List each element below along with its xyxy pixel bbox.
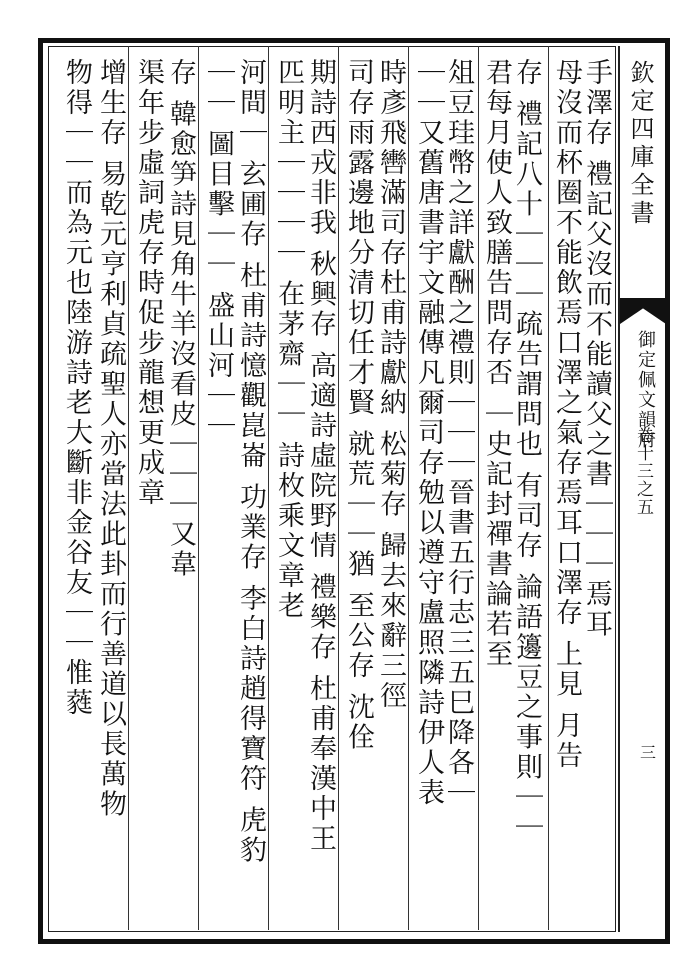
text-column: 增生存 易乾元亨利貞疏聖人亦當法此卦而行善道以長萬物 bbox=[95, 58, 126, 820]
text-column: 存 禮記八十｜｜｜疏告謂問也 有司存 論語籩豆之事則｜｜ bbox=[511, 58, 542, 843]
side-volume: 卷十三之五 bbox=[633, 426, 653, 516]
text-column: 期詩西戎非我 秋興存 高適詩虛院野情 禮樂存 杜甫奉漢中王 bbox=[305, 58, 336, 855]
rule-3 bbox=[408, 46, 409, 930]
rule-4 bbox=[338, 46, 339, 930]
text-column: 時彥飛轡滿司存杜甫詩獻納 松菊存 歸去來辭三徑 bbox=[375, 58, 406, 712]
side-page-number: 三 bbox=[640, 743, 657, 762]
text-column: 母沒而杯圈不能飲焉口澤之氣存焉耳口澤存 上見 月告 bbox=[551, 58, 582, 772]
text-column: 物得｜｜而為元也陸游詩老大斷非金谷友｜｜惟蕤 bbox=[61, 58, 92, 718]
rule-7 bbox=[128, 46, 129, 930]
text-column: 匹明主｜｜｜｜ 在茅齋｜｜ 詩枚乘文章老 bbox=[273, 58, 304, 622]
text-column: 司存雨露邊地分清切任才賢 就荒｜｜猶 至公存 沈佺 bbox=[343, 58, 374, 753]
side-subtitle: 御定佩文韻府 bbox=[635, 330, 656, 450]
rule-6 bbox=[198, 46, 199, 930]
side-title: 欽定四庫全書 bbox=[626, 60, 654, 228]
text-column: 君每月使人致膳告問存否 ｜史記封禪書論若至 bbox=[481, 58, 512, 670]
text-column: 俎豆珪幣之詳獻酬之禮則｜｜｜晉書五行志三五巳降各｜ bbox=[443, 58, 474, 808]
text-column: 存 韓愈笋詩見角牛羊沒看皮｜｜｜又韋 bbox=[165, 58, 196, 580]
text-column: ｜｜ 圖目擊｜｜ 盛山河｜｜ bbox=[203, 58, 234, 442]
text-column: ｜｜又舊唐書宇文融傳凡爾司存勉以遵守盧照隣詩伊人表 bbox=[413, 58, 444, 808]
text-column: 手澤存 禮記父沒而不能讀父之書｜｜｜焉耳 bbox=[581, 58, 612, 640]
rule-5 bbox=[268, 46, 269, 930]
text-column: 河間｜ 玄圃存 杜甫詩憶觀崑崙 功業存 李白詩趙得寶符 虎豹 bbox=[235, 58, 266, 866]
text-column: 渠年步虛詞虎存時促步龍想更成章 bbox=[133, 58, 164, 508]
